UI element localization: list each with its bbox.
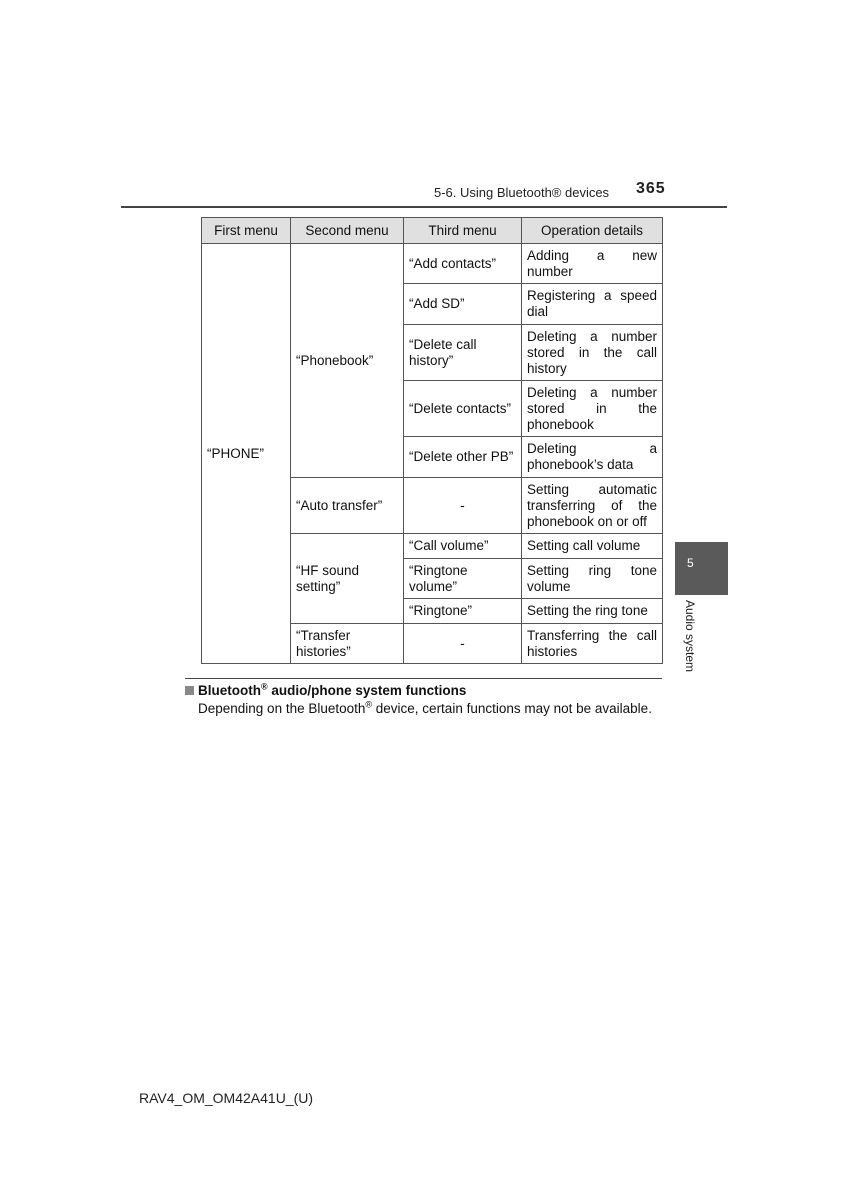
second-menu-hf-sound-setting: “HF sound setting” (291, 534, 404, 624)
third-menu-item: - (404, 478, 522, 534)
table-header-row (202, 218, 663, 244)
first-menu-phone: “PHONE” (202, 244, 291, 664)
column-header-second-menu: Second menu (291, 218, 404, 244)
registered-mark: ® (365, 699, 373, 710)
note-body (198, 701, 652, 716)
note-body-text: Depending on the Bluetooth (198, 701, 366, 716)
operation-details: Adding a new number (522, 244, 663, 284)
registered-mark: ® (261, 681, 268, 692)
second-menu-phonebook: “Phonebook” (291, 244, 404, 478)
third-menu-item: “Add contacts” (404, 244, 522, 284)
note-title-text: Bluetooth (198, 683, 261, 698)
operation-details: Setting automatic transferring of the phonebook on or off (522, 478, 663, 534)
note-title (185, 683, 466, 698)
second-menu-transfer-histories: “Transfer histories” (291, 624, 404, 664)
note-body-text-rest: device, certain functions may not be available. (372, 701, 652, 716)
third-menu-item: “Call volume” (404, 534, 522, 559)
column-header-operation-details: Operation details (522, 218, 663, 244)
third-menu-item: “Delete contacts” (404, 381, 522, 437)
third-menu-item: “Ringtone volume” (404, 559, 522, 599)
page-number: 365 (636, 180, 666, 197)
operation-details: Deleting a phonebook’s data (522, 437, 663, 478)
operation-details: Transferring the call histories (522, 624, 663, 664)
header-divider (121, 206, 727, 208)
column-header-third-menu: Third menu (404, 218, 522, 244)
section-title: 5-6. Using Bluetooth® devices (434, 185, 610, 200)
phone-menu-table (201, 217, 663, 664)
operation-details: Setting the ring tone (522, 599, 663, 624)
chapter-label: Audio system (683, 600, 697, 673)
operation-details: Deleting a number stored in the call history (522, 325, 663, 381)
third-menu-item: - (404, 624, 522, 664)
chapter-number: 5 (687, 556, 694, 570)
note-divider (185, 678, 662, 679)
operation-details: Deleting a number stored in the phonebook (522, 381, 663, 437)
third-menu-item: “Add SD” (404, 284, 522, 325)
operation-details: Registering a speed dial (522, 284, 663, 325)
document-code: RAV4_OM_OM42A41U_(U) (139, 1090, 314, 1106)
third-menu-item: “Ringtone” (404, 599, 522, 624)
third-menu-item: “Delete other PB” (404, 437, 522, 478)
note-title-text-rest: audio/phone system functions (267, 683, 467, 698)
third-menu-item: “Delete call history” (404, 325, 522, 381)
table-row (202, 244, 663, 284)
chapter-tab (675, 542, 728, 595)
operation-details: Setting ring tone volume (522, 559, 663, 599)
operation-details: Setting call volume (522, 534, 663, 559)
second-menu-auto-transfer: “Auto transfer” (291, 478, 404, 534)
square-bullet-icon (185, 686, 194, 695)
column-header-first-menu: First menu (202, 218, 291, 244)
